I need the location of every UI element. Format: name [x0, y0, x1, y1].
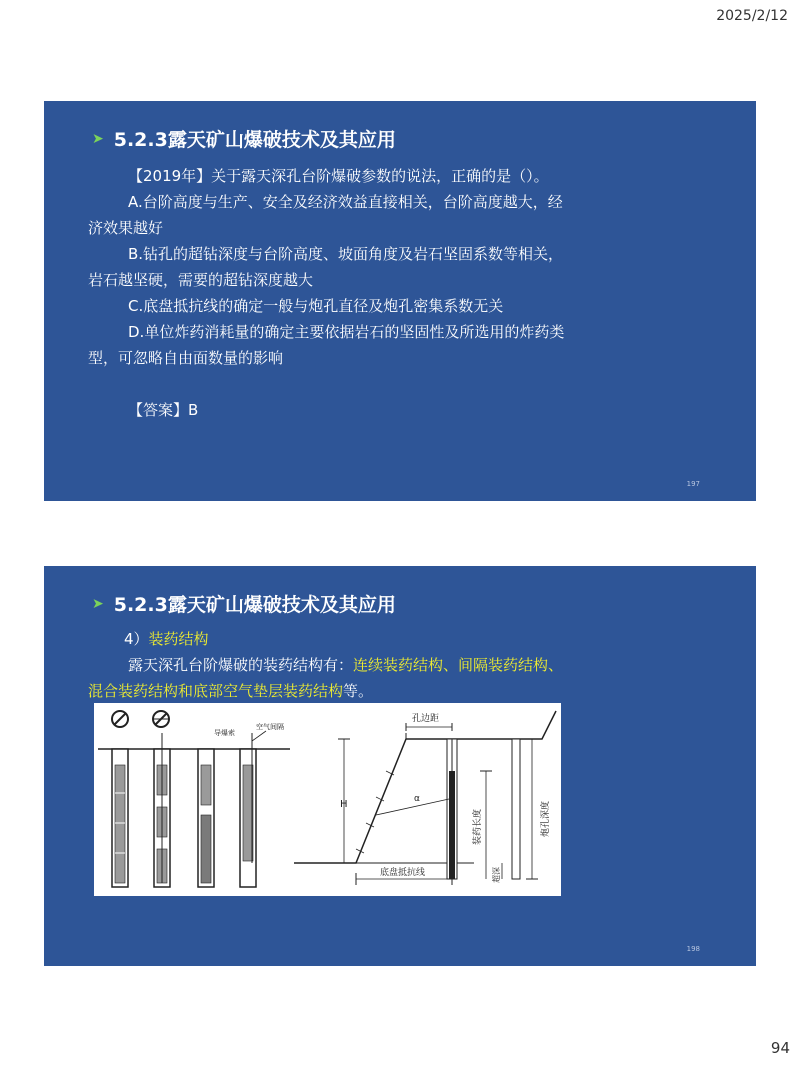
slide-number: 197 — [686, 480, 700, 488]
slide-number: 198 — [686, 945, 700, 953]
air-cushion-charge-hole — [240, 731, 266, 887]
burden-label: 底盘抵抗线 — [380, 868, 426, 878]
slide-title-text: 5.2.3露天矿山爆破技术及其应用 — [113, 129, 396, 151]
diagram-svg — [94, 703, 561, 896]
hole-symbol-2 — [153, 711, 169, 727]
question-text: 【2019年】关于露天深孔台阶爆破参数的说法，正确的是（）。 — [128, 167, 549, 185]
section-heading-number: 4） — [124, 630, 149, 648]
arrow-bullet-icon: ➤ — [92, 130, 104, 147]
hole-spacing-label: 孔边距 — [412, 714, 440, 724]
structure-types-text: 连续装药结构、间隔装药结构、混合装药结构和底部空气垫层装药结构 — [88, 656, 564, 700]
charge-length-label: 装药长度 — [473, 808, 483, 845]
print-date: 2025/2/12 — [716, 8, 788, 24]
mixed-charge-hole — [198, 749, 214, 887]
page-number: 94 — [770, 1039, 790, 1057]
interval-charge-hole — [154, 733, 170, 887]
continuous-charge-hole — [112, 749, 128, 887]
hole-symbol-1 — [112, 711, 128, 727]
option-d: D.单位炸药消耗量的确定主要依据岩石的坚固性及所选用的炸药类型，可忽略自由面数量的影响 — [88, 323, 565, 367]
suffix-text: 等。 — [343, 682, 374, 700]
question-block — [88, 163, 568, 423]
option-a: A.台阶高度与生产、安全及经济效益直接相关，台阶高度越大，经济效果越好 — [88, 193, 563, 237]
option-c: C.底盘抵抗线的确定一般与炮孔直径及炮孔密集系数无关 — [128, 297, 504, 315]
section-heading — [88, 626, 568, 652]
charge-structure-text — [88, 652, 568, 704]
subdrill-label: 超深 — [492, 867, 501, 883]
slide-197 — [44, 101, 756, 501]
slide-title-text: 5.2.3露天矿山爆破技术及其应用 — [113, 594, 396, 616]
charge-structure-diagram — [94, 703, 561, 896]
intro-text: 露天深孔台阶爆破的装药结构有： — [128, 656, 354, 674]
slide-198 — [44, 566, 756, 966]
slide-title — [92, 125, 396, 152]
option-b: B.钻孔的超钻深度与台阶高度、坡面角度及岩石坚固系数等相关，岩石越坚硬，需要的超钻深度越大 — [88, 245, 564, 289]
charge-structure-block — [88, 626, 568, 704]
detonating-cord-label: 导爆索 — [214, 729, 235, 737]
section-heading-text: 装药结构 — [148, 630, 209, 648]
hole-depth-label: 炮孔深度 — [541, 800, 551, 837]
slide-title — [92, 590, 396, 617]
bench-diagram — [294, 711, 556, 885]
answer-text: 【答案】B — [128, 401, 199, 419]
bench-height-label: H — [340, 799, 348, 810]
slope-angle-label: α — [414, 794, 420, 804]
arrow-bullet-icon: ➤ — [92, 595, 104, 612]
air-gap-label: 空气间隔 — [256, 723, 284, 731]
